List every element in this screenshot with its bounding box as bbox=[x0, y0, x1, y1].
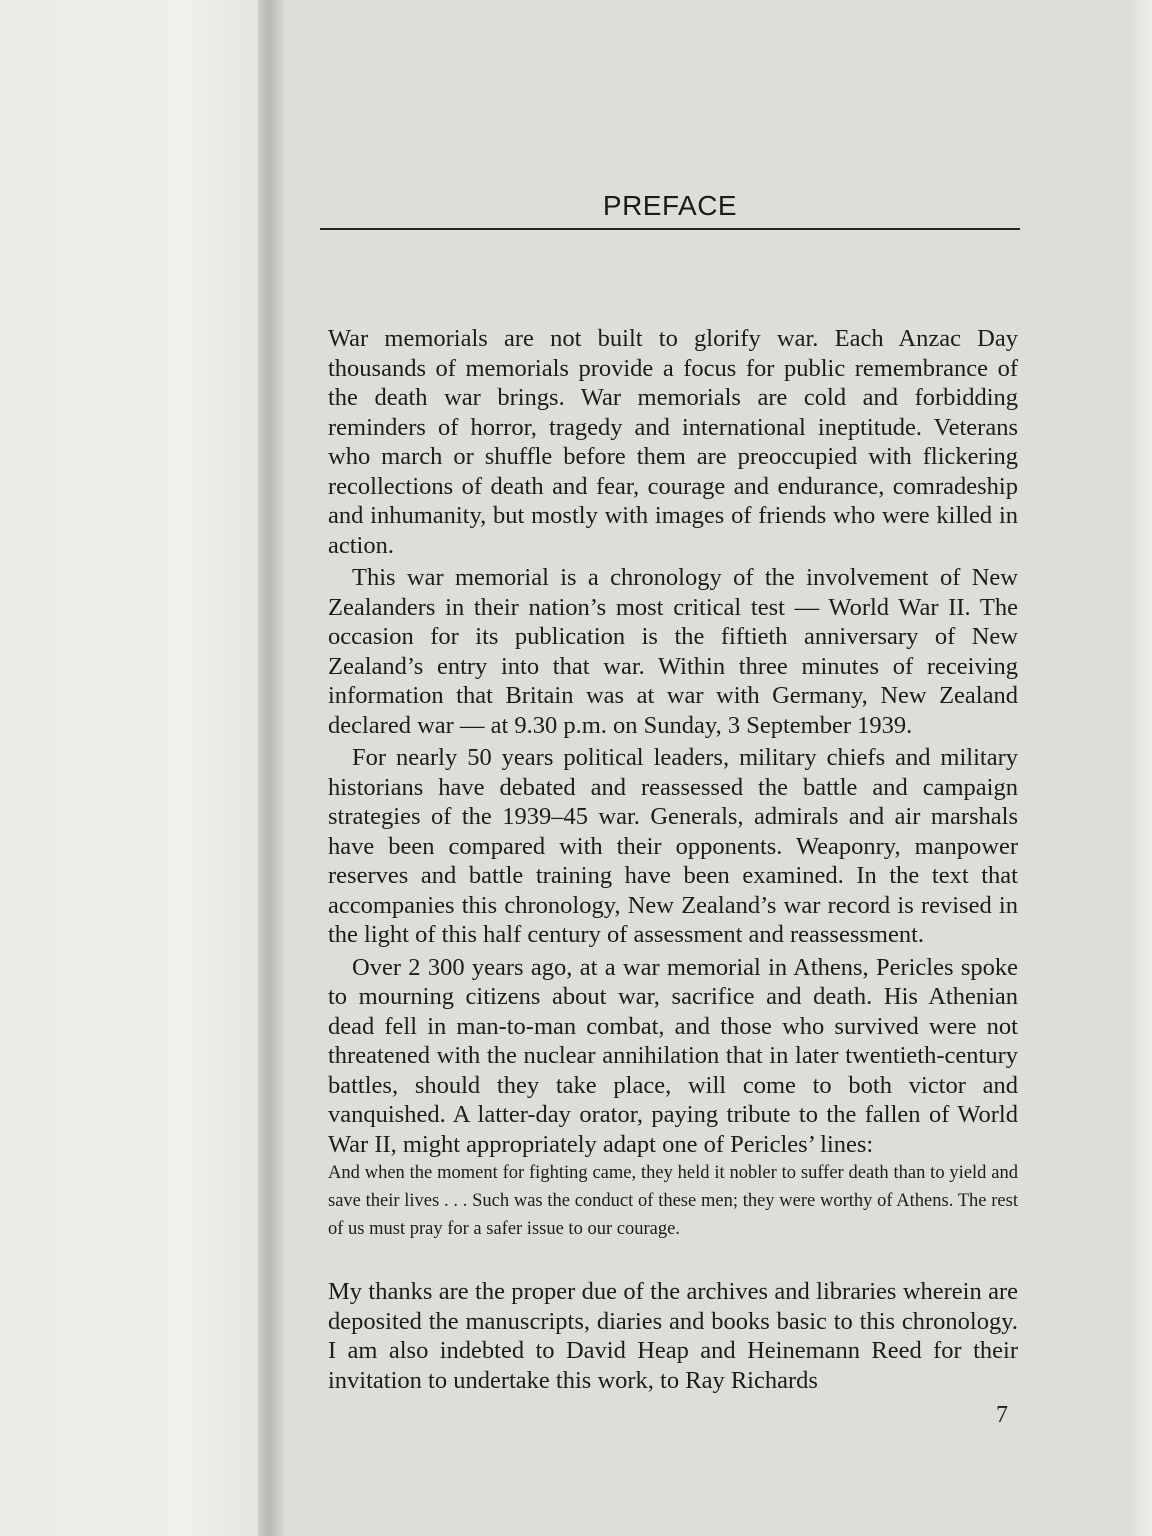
paragraph-1: War memorials are not built to glorify war. Each Anzac Day thousands of memorials provide a focus for public remembrance of the death war brings. War memorials are cold and forbidding reminders of horror, tragedy and international ineptitude. Veterans who march or shuffle before them are preoccupied with flickering recollections of death and fear, courage and endurance, comradeship and inhumanity, but mostly with images of friends who were killed in action. bbox=[328, 325, 1018, 559]
heading-rule bbox=[320, 190, 1020, 230]
page-title: PREFACE bbox=[602, 190, 738, 221]
paragraph-3: For nearly 50 years political leaders, military chiefs and military historians have debated and reassessed the battle and campaign strategies of the 1939–45 war. Generals, admirals and air marshals have been compared with their opponents. Weaponry, manpower reserves and battle training have been examined. In the text that accompanies this chronology, New Zealand’s war record is revised in the light of this half century of assessment and reassessment. bbox=[328, 744, 1018, 948]
acknowledgements-paragraph: My thanks are the proper due of the archives and libraries wherein are deposited the manuscripts, diaries and books basic to this chronology. I am also indebted to David Heap and Heinemann Reed for their invitation to undertake this work, to Ray Richards bbox=[328, 1278, 1018, 1394]
pericles-quote: And when the moment for fighting came, they held it nobler to suffer death than to yield and save their lives . . . Such was the conduct of these men; they were worthy of Athens. The rest of us must pray for a safer issue to our courage. bbox=[328, 1163, 1018, 1239]
book-gutter bbox=[258, 0, 284, 1536]
paragraph-4: Over 2 300 years ago, at a war memorial in Athens, Pericles spoke to mourning citizens about war, sacrifice and death. His Athenian dead fell in man-to-man combat, and those who survived were not threatened with the nuclear annihilation that in later twentieth-century battles, should they take place, will come to both victor and vanquished. A latter-day orator, paying tribute to the fallen of World War II, might appropriately adapt one of Pericles’ lines: bbox=[328, 953, 1018, 1158]
left-page bbox=[0, 0, 262, 1536]
page-edge bbox=[1126, 0, 1152, 1536]
body-text bbox=[328, 324, 1018, 1395]
page-number: 7 bbox=[996, 1402, 1008, 1428]
paragraph-2: This war memorial is a chronology of the involvement of New Zealanders in their nation’s most critical test — World War II. The occasion for its publication is the fiftieth anniversary of New Zealand’s entry into that war. Within three minutes of receiving information that Britain was at war with Germany, New Zealand declared war — at 9.30 p.m. on Sunday, 3 September 1939. bbox=[328, 564, 1018, 739]
